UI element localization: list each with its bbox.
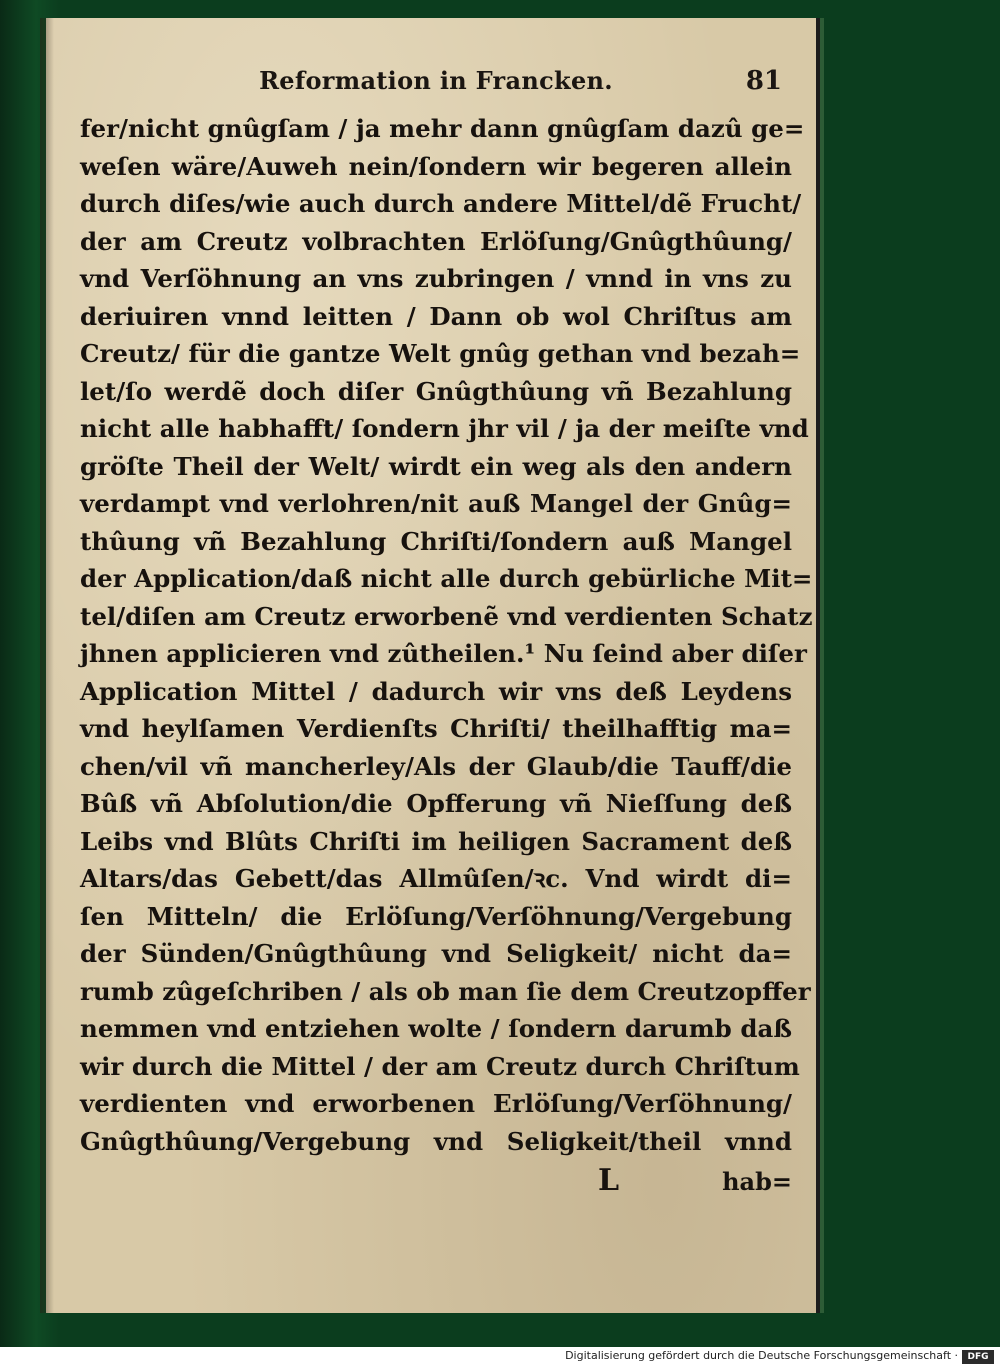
text-line: weſen wäre/Auweh nein/ſondern wir begeren allein bbox=[80, 151, 792, 181]
signature-mark: L bbox=[598, 1163, 620, 1198]
text-line: nicht alle habhafft/ ſondern jhr vil / ja der meiſte vnd bbox=[80, 414, 809, 443]
text-line: verdampt vnd verlohren/nit auß Mangel der Gnûg= bbox=[80, 489, 792, 518]
text-line: Altars/das Gebett/das Allmûſen/ꝛc. Vnd wirdt di= bbox=[80, 864, 792, 893]
text-line: durch diſes/wie auch durch andere Mittel/dẽ Frucht/ bbox=[80, 189, 802, 218]
text-line: Creutz/ für die gantze Welt gnûg gethan vnd bezah= bbox=[80, 339, 801, 368]
text-line: Leibs vnd Blûts Chriſti im heiligen Sacrament deß bbox=[80, 826, 792, 856]
catchword: hab= bbox=[722, 1167, 792, 1196]
body-text bbox=[80, 110, 813, 1160]
page-number: 81 bbox=[745, 66, 782, 96]
text-line: chen/vil vñ mancherley/Als der Glaub/die Tauff/die bbox=[80, 751, 792, 781]
text-line: tel/diſen am Creutz erworbenẽ vnd verdienten Schatz bbox=[80, 601, 813, 631]
text-line: nemmen vnd entziehen wolte / ſondern darumb daß bbox=[80, 1014, 792, 1043]
page-footer-marks bbox=[80, 1163, 792, 1203]
text-line: Gnûgthûung/Vergebung vnd Seligkeit/theil vnnd bbox=[80, 1126, 792, 1156]
text-line: vnd heylſamen Verdienſts Chriſti/ theilhafftig ma= bbox=[80, 714, 792, 743]
running-title: Reformation in Francken. bbox=[259, 66, 613, 95]
text-line: verdienten vnd erworbenen Erlöſung/Verſöhnung/ bbox=[80, 1089, 792, 1118]
book-page bbox=[46, 18, 816, 1313]
text-line: vnd Verſöhnung an vns zubringen / vnnd in vns zu bbox=[80, 264, 792, 293]
text-line: deriuiren vnnd leitten / Dann ob wol Chriſtus am bbox=[80, 301, 792, 331]
text-line: gröſte Theil der Welt/ wirdt ein weg als den andern bbox=[80, 451, 792, 481]
funding-credit: Digitalisierung gefördert durch die Deutsche Forschungsgemeinschaft · bbox=[565, 1349, 958, 1362]
text-line: let/ſo werdẽ doch diſer Gnûgthûung vñ Bezahlung bbox=[80, 376, 792, 406]
text-line: der am Creutz volbrachten Erlöſung/Gnûgthûung/ bbox=[80, 226, 792, 256]
text-line: der Sünden/Gnûgthûung vnd Seligkeit/ nicht da= bbox=[80, 939, 792, 968]
page-header bbox=[46, 60, 816, 106]
dfg-logo: DFG bbox=[962, 1350, 994, 1364]
text-line: jhnen applicieren vnd zûtheilen.¹ Nu ſeind aber diſer bbox=[80, 639, 807, 668]
text-line: Bûß vñ Abſolution/die Opfferung vñ Nieſſung deß bbox=[80, 789, 792, 818]
text-line: Application Mittel / dadurch wir vns deß Leydens bbox=[80, 676, 792, 706]
text-line: fer/nicht gnûgſam / ja mehr dann gnûgſam dazû ge= bbox=[80, 114, 805, 143]
text-line: rumb zûgeſchriben / als ob man ſie dem Creutzopffer bbox=[80, 976, 811, 1006]
text-line: wir durch die Mittel / der am Creutz durch Chriſtum bbox=[80, 1051, 800, 1081]
text-line: thûung vñ Bezahlung Chriſti/ſondern auß Mangel bbox=[80, 526, 792, 556]
text-line: ſen Mitteln/ die Erlöſung/Verſöhnung/Vergebung bbox=[80, 901, 792, 931]
attribution-bar bbox=[0, 1347, 1000, 1367]
text-line: der Application/daß nicht alle durch gebürliche Mit= bbox=[80, 564, 813, 593]
